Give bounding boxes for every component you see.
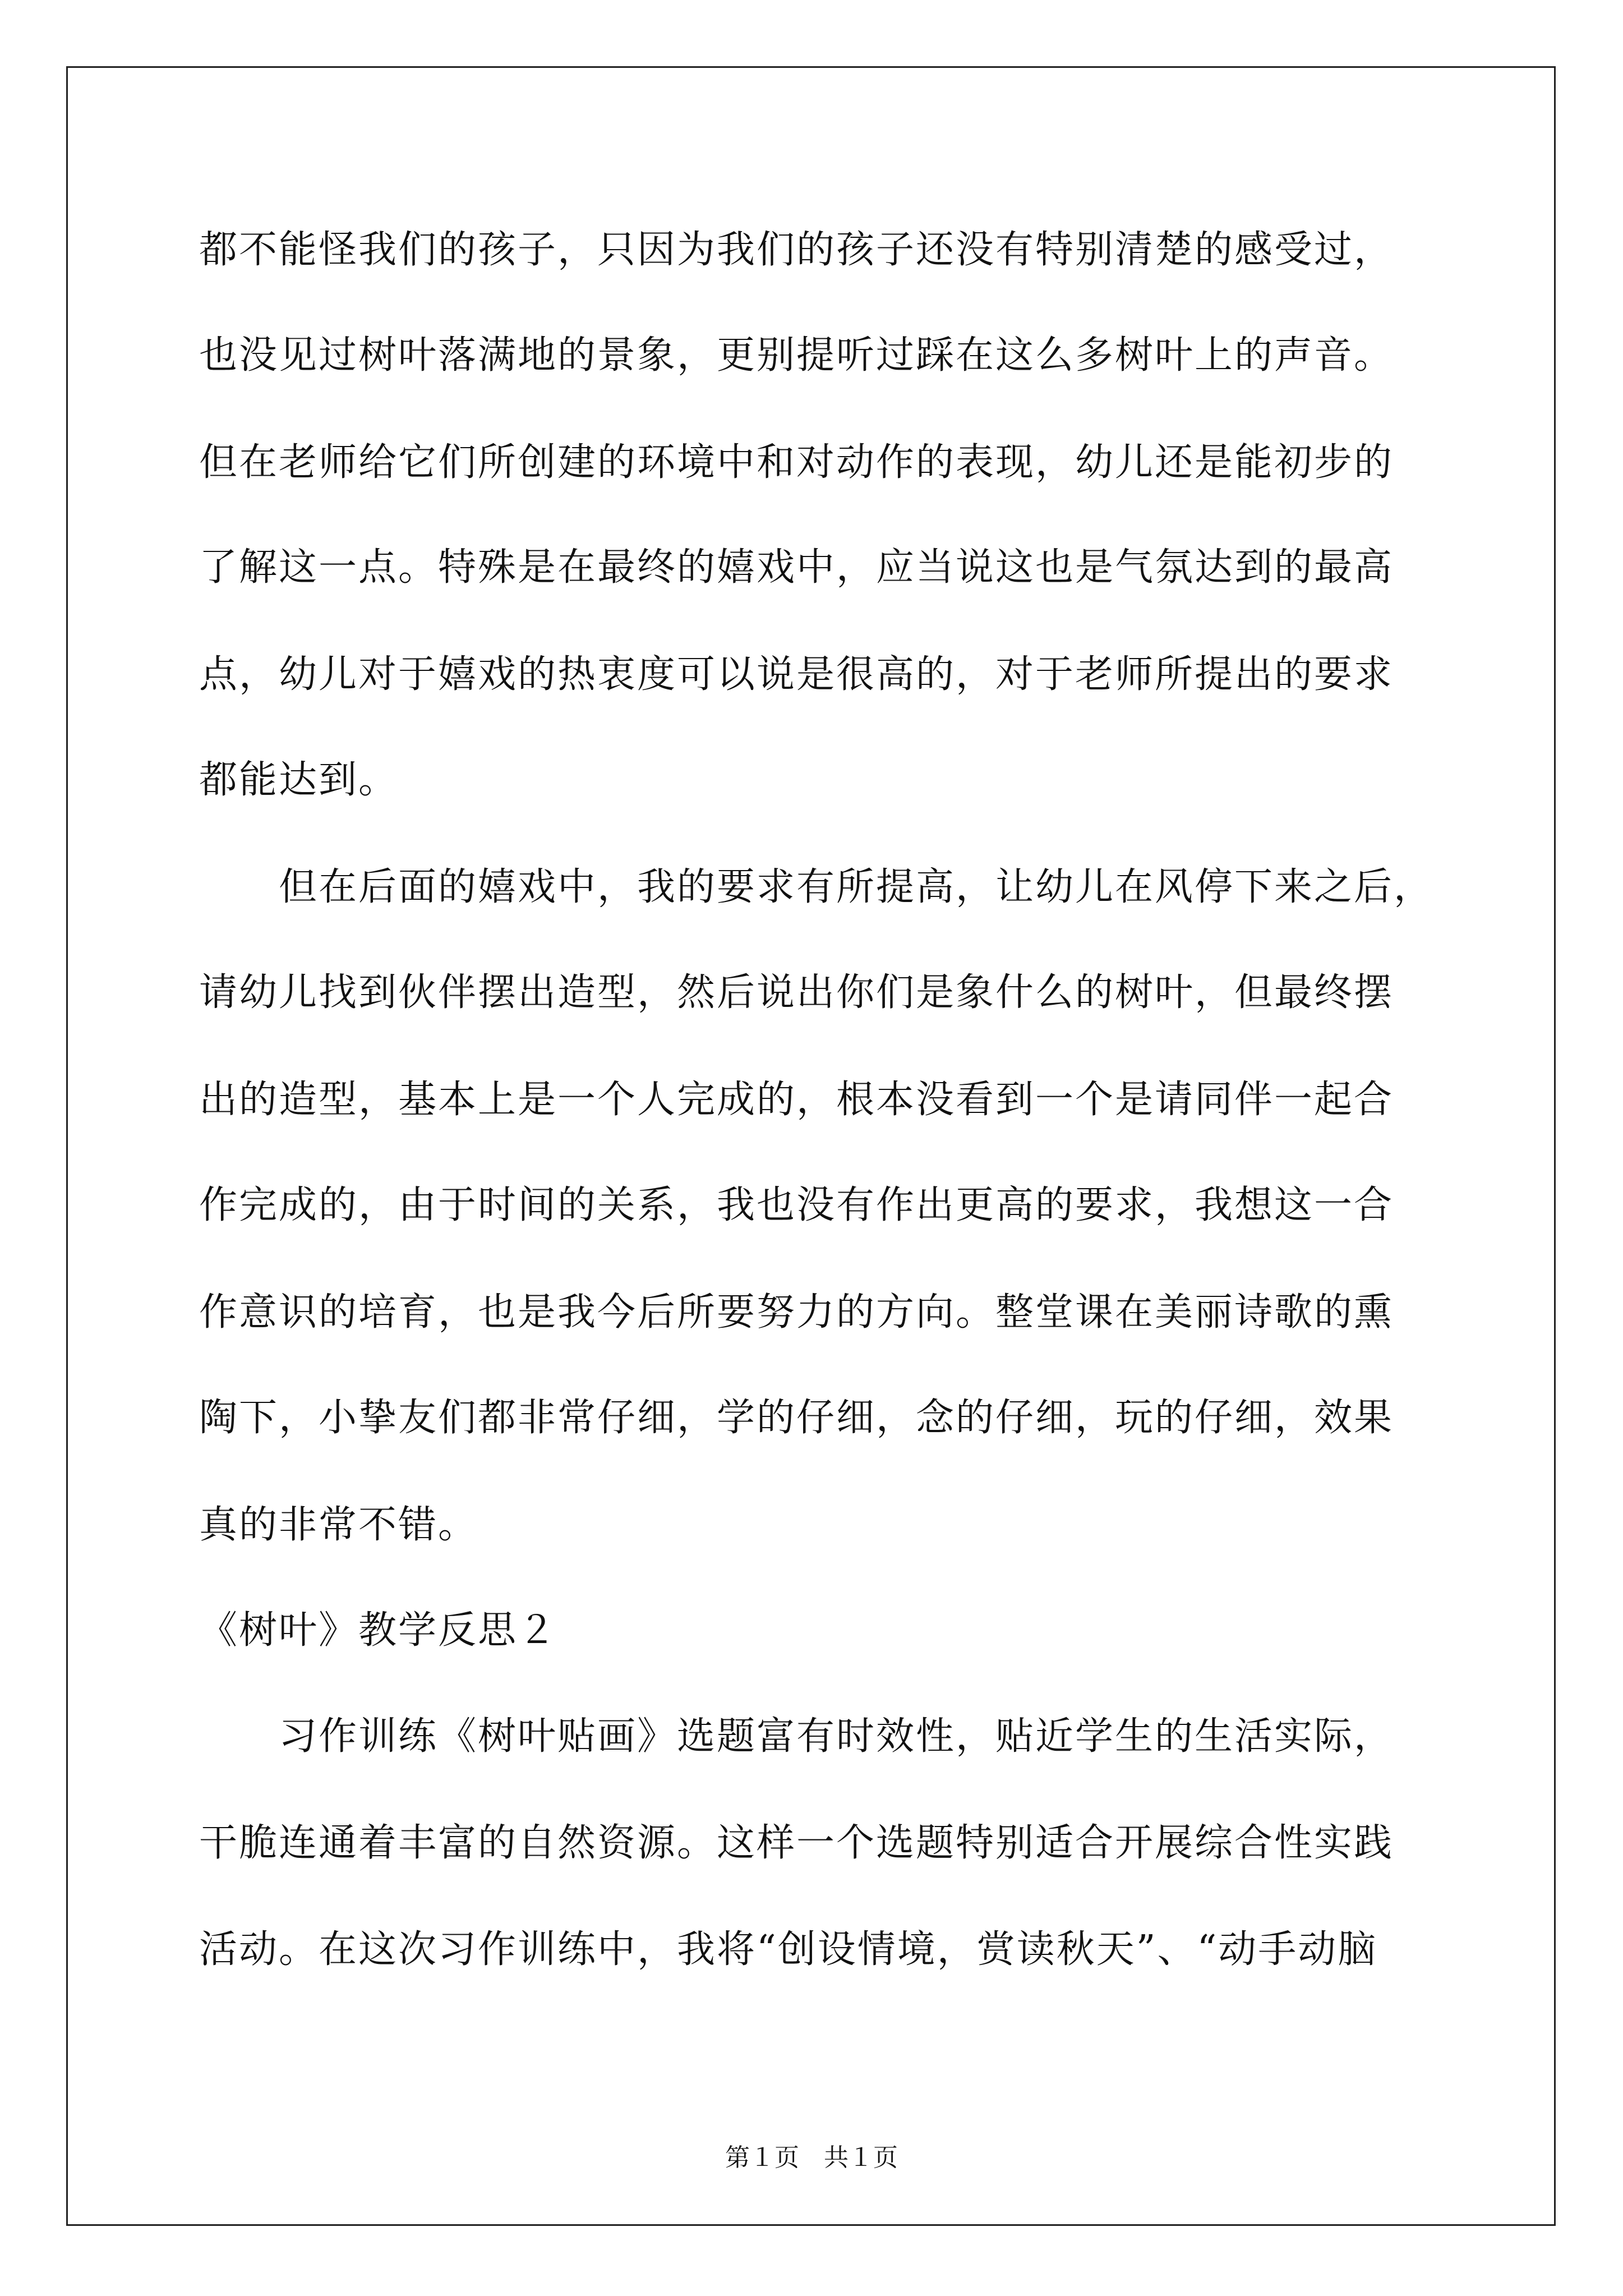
paragraph-first-line: 习作训练《树叶贴画》选题富有时效性，贴近学生的生活实际， <box>279 1714 1394 1759</box>
text-line: 作完成的，由于时间的关系，我也没有作出更高的要求，我想这一合 <box>199 1183 1394 1227</box>
text-line: 也没见过树叶落满地的景象，更别提听过踩在这么多树叶上的声音。 <box>199 333 1394 378</box>
text-line: 出的造型，基本上是一个人完成的，根本没看到一个是请同伴一起合 <box>199 1078 1394 1122</box>
text-line: 干脆连通着丰富的自然资源。这样一个选题特别适合开展综合性实践 <box>199 1821 1394 1865</box>
page-border <box>66 66 1556 2226</box>
text-line: 作意识的培育，也是我今后所要努力的方向。整堂课在美丽诗歌的熏 <box>199 1290 1394 1335</box>
text-line: 但在老师给它们所创建的环境中和对动作的表现，幼儿还是能初步的 <box>199 440 1394 485</box>
section-heading: 《树叶》教学反思２ <box>199 1608 558 1653</box>
text-line: 点，幼儿对于嬉戏的热衷度可以说是很高的，对于老师所提出的要求 <box>199 652 1394 697</box>
paragraph-first-line: 但在后面的嬉戏中，我的要求有所提高，让幼儿在风停下来之后， <box>279 865 1434 909</box>
text-line: 了解这一点。特殊是在最终的嬉戏中，应当说这也是气氛达到的最高 <box>199 545 1394 590</box>
text-line: 请幼儿找到伙伴摆出造型，然后说出你们是象什么的树叶，但最终摆 <box>199 970 1394 1015</box>
text-line: 陶下，小挚友们都非常仔细，学的仔细，念的仔细，玩的仔细，效果 <box>199 1396 1394 1440</box>
text-line: 都能达到。 <box>199 758 399 802</box>
page-footer: 第１页 共１页 <box>725 2143 898 2172</box>
text-line: 真的非常不错。 <box>199 1503 478 1547</box>
text-line: 都不能怪我们的孩子，只因为我们的孩子还没有特别清楚的感受过， <box>199 228 1394 272</box>
text-line: 活动。在这次习作训练中，我将“创设情境，赏读秋天”、“动手动脑 <box>199 1927 1378 1972</box>
